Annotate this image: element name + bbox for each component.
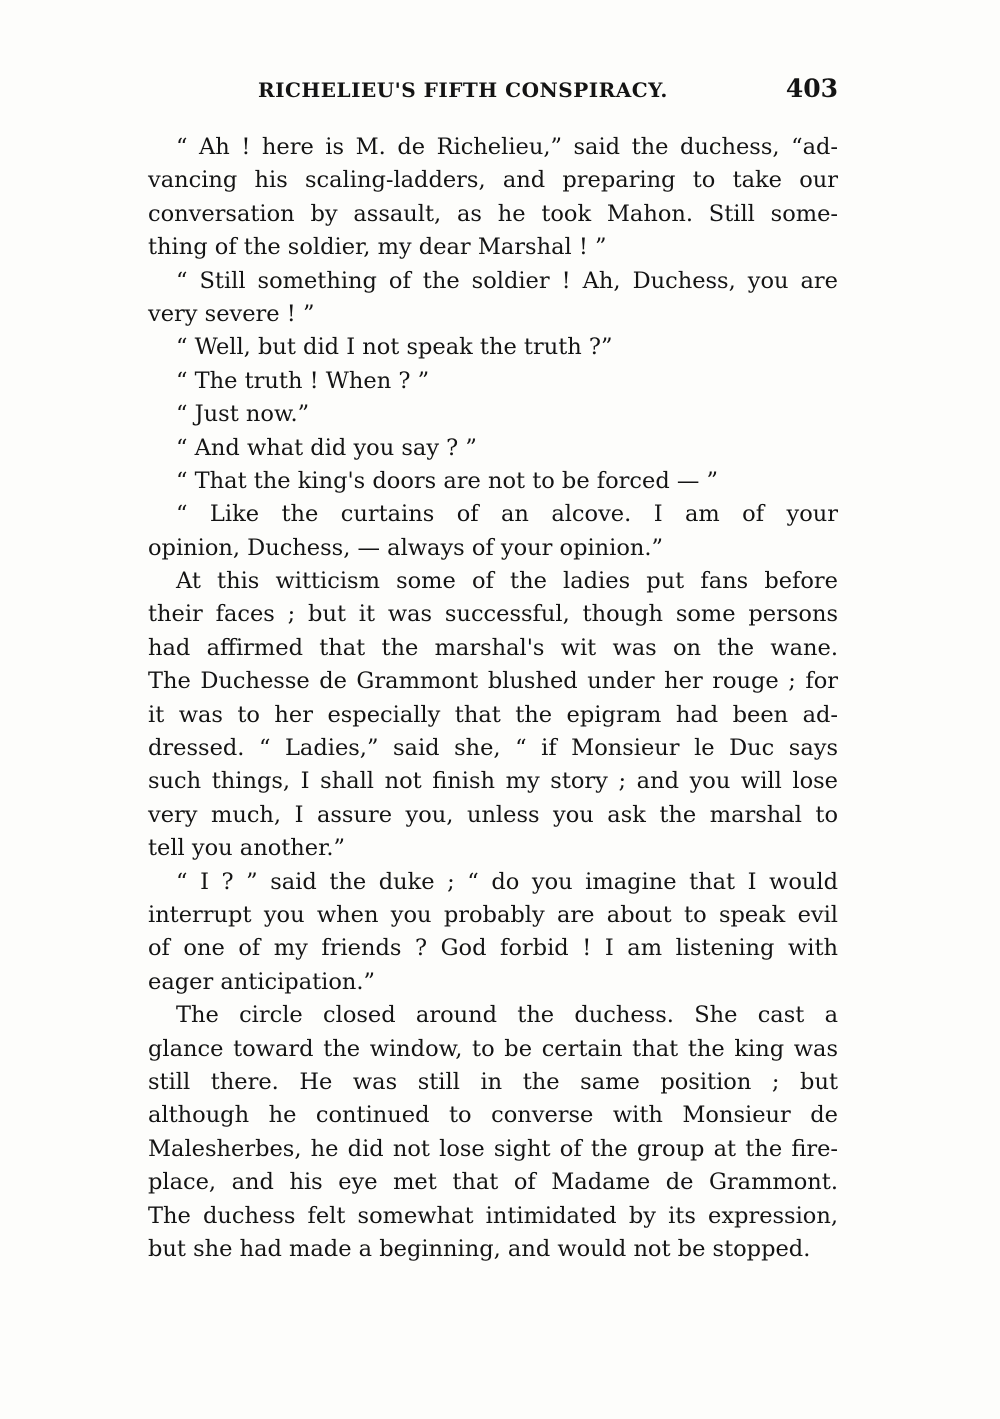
text-line: very severe ! ” <box>148 300 315 327</box>
text-line: such things, I shall not finish my story ; and you will lose <box>148 768 838 795</box>
text-line: opinion, Duchess, — always of your opinion.” <box>148 534 664 561</box>
text-line: place, and his eye met that of Madame de Grammont. <box>148 1169 838 1196</box>
text-line: had affirmed that the marshal's wit was on the wane. <box>148 634 838 661</box>
page-number: 403 <box>785 74 838 103</box>
text-line: “ Still something of the soldier ! Ah, Duchess, you are <box>176 267 838 294</box>
text-line: eager anticipation.” <box>148 968 376 995</box>
text-line: although he continued to converse with Monsieur de <box>148 1102 838 1129</box>
text-line: “ Just now.” <box>176 401 310 428</box>
text-line: The Duchesse de Grammont blushed under her rouge ; for <box>148 668 838 695</box>
text-line: but she had made a beginning, and would not be stopped. <box>148 1235 811 1262</box>
text-line: of one of my friends ? God forbid ! I am listening with <box>148 935 838 962</box>
text-line: The circle closed around the duchess. She cast a <box>176 1002 838 1029</box>
text-line: it was to her especially that the epigram had been ad- <box>148 701 838 728</box>
text-line: still there. He was still in the same position ; but <box>148 1068 838 1095</box>
body-text <box>148 131 838 1266</box>
running-head <box>148 74 838 108</box>
text-line: glance toward the window, to be certain that the king was <box>148 1035 838 1062</box>
text-line: “ Well, but did I not speak the truth ?” <box>176 334 613 361</box>
running-title: RICHELIEU'S FIFTH CONSPIRACY. <box>258 78 668 102</box>
text-line: “ Ah ! here is M. de Richelieu,” said the duchess, “ad- <box>176 134 838 160</box>
text-line: tell you another.” <box>148 835 346 862</box>
text-line: “ Like the curtains of an alcove. I am of your <box>176 501 838 528</box>
text-line: thing of the soldier, my dear Marshal ! ” <box>148 234 607 261</box>
text-line: “ I ? ” said the duke ; “ do you imagine that I would <box>176 868 838 895</box>
text-line: conversation by assault, as he took Mahon. Still some- <box>148 200 838 227</box>
text-line: “ And what did you say ? ” <box>176 434 477 461</box>
text-line: Malesherbes, he did not lose sight of the group at the fire- <box>148 1135 838 1162</box>
text-line: vancing his scaling-ladders, and preparing to take our <box>148 167 838 194</box>
text-line: dressed. “ Ladies,” said she, “ if Monsieur le Duc says <box>148 735 838 762</box>
text-line: their faces ; but it was successful, though some persons <box>148 601 838 628</box>
text-line: At this witticism some of the ladies put fans before <box>176 568 838 595</box>
text-line: very much, I assure you, unless you ask the marshal to <box>148 801 838 828</box>
text-line: “ That the king's doors are not to be forced — ” <box>176 467 719 494</box>
text-line: interrupt you when you probably are about to speak evil <box>148 901 838 928</box>
text-line: “ The truth ! When ? ” <box>176 367 430 394</box>
text-line: The duchess felt somewhat intimidated by its expression, <box>148 1202 838 1229</box>
